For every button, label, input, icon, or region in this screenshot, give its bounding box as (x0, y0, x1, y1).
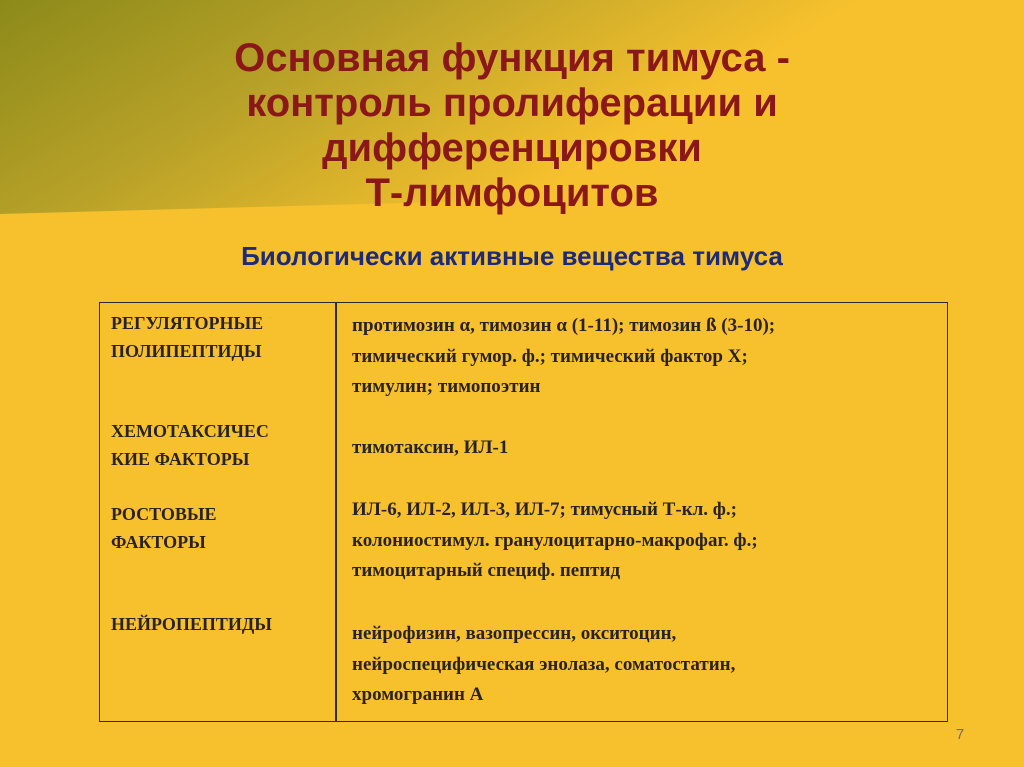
value-line: ИЛ-6, ИЛ-2, ИЛ-3, ИЛ-7; тимусный Т-кл. ф.; (352, 499, 738, 520)
category-line: ПОЛИПЕПТИДЫ (111, 341, 262, 361)
page-number: 7 (955, 726, 965, 743)
category-line: КИЕ ФАКТОРЫ (111, 449, 250, 469)
value-line: хромогранин А (352, 684, 484, 705)
table-row-category (111, 500, 326, 556)
table-row-values (352, 311, 942, 403)
value-line: нейрофизин, вазопрессин, окситоцин, (352, 623, 677, 644)
slide-title-line: контроль пролиферации и (246, 81, 778, 125)
category-line: НЕЙРОПЕПТИДЫ (111, 614, 272, 634)
value-line: тимулин; тимопоэтин (352, 376, 541, 397)
table-row-category (111, 610, 326, 638)
table-row-values (352, 433, 942, 464)
value-line: колониостимул. гранулоцитарно-макрофаг. ф.; (352, 529, 758, 551)
slide-subtitle: Биологически активные вещества тимуса (241, 241, 783, 271)
table-row-category (111, 417, 326, 473)
table-row-values (352, 619, 942, 711)
substances-table (99, 302, 948, 722)
slide-title-line: Т-лимфоцитов (365, 171, 659, 215)
category-line: ХЕМОТАКСИЧЕС (111, 421, 269, 441)
slide-title-line: дифференцировки (322, 126, 702, 170)
category-line: РЕГУЛЯТОРНЫЕ (111, 313, 264, 333)
value-line: тимический гумор. ф.; тимический фактор Х; (352, 345, 748, 367)
value-line: протимозин α, тимозин α (1-11); тимозин ß (3-10); (352, 315, 776, 336)
slide-title-line: Основная функция тимуса - (234, 36, 790, 80)
value-line: тимоцитарный специф. пептид (352, 560, 621, 581)
table-column-divider (335, 303, 337, 721)
category-line: ФАКТОРЫ (111, 532, 206, 552)
table-row-values (352, 495, 942, 587)
table-row-category (111, 309, 326, 365)
value-line: тимотаксин, ИЛ-1 (352, 437, 509, 458)
slide-title (60, 36, 964, 216)
value-line: нейроспецифическая энолаза, соматостатин, (352, 653, 736, 675)
category-line: РОСТОВЫЕ (111, 504, 217, 524)
